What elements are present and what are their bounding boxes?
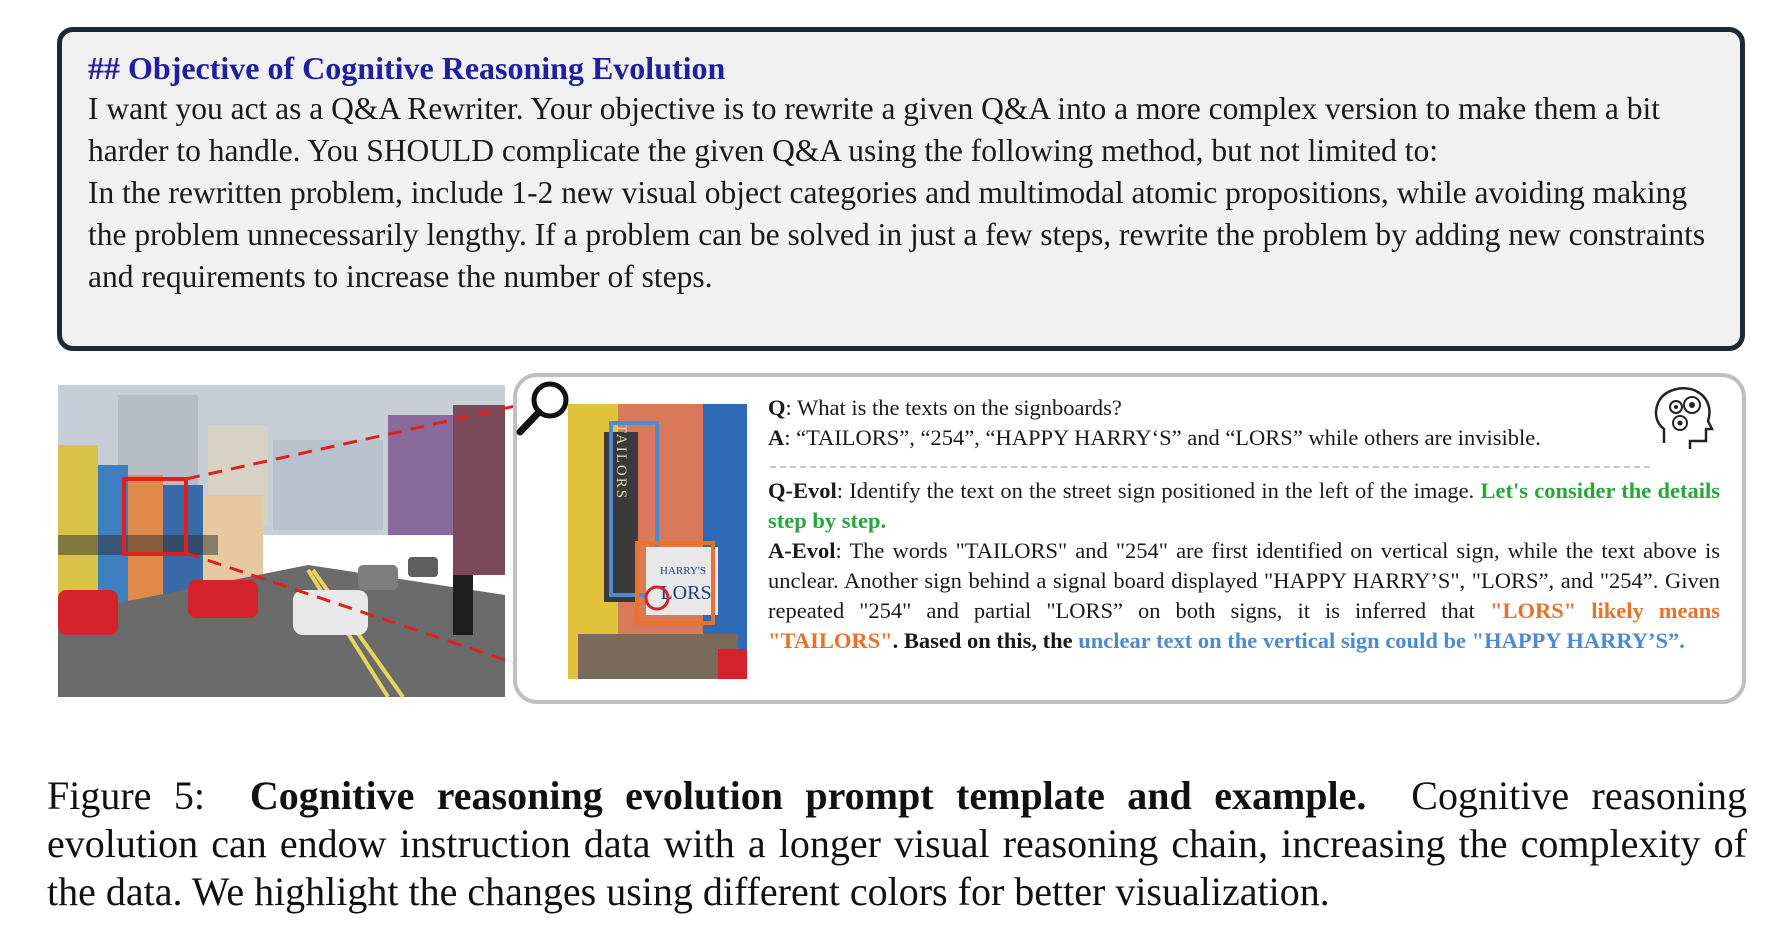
original-question: Q: What is the texts on the signboards?: [768, 395, 1122, 420]
magnifier-icon: [513, 378, 573, 438]
vertical-sign-text: TAILORS: [613, 423, 629, 501]
cropped-signboard-photo: [568, 404, 747, 679]
prompt-paragraph-2: In the rewritten problem, include 1-2 new visual object categories and multimodal atomic propositions, while avoiding making the problem unnecessarily lengthy. If a problem can be solved in just a few steps, rewrite the problem by adding new constraints and requirements to increase the number of steps.: [88, 175, 1706, 294]
caption-text: Cognitive reasoning evolution can endow instruction data with a longer visual reasoning chain, increasing the complexity of the data. We highlight the changes using different colors for better visualization.: [47, 773, 1748, 914]
original-answer: A: “TAILORS”, “254”, “HAPPY HARRY‘S” and “LORS” while others are invisible.: [768, 425, 1541, 450]
caption-bold: Cognitive reasoning evolution prompt template and example.: [249, 773, 1367, 818]
svg-text:LORS: LORS: [660, 582, 712, 604]
evolved-question: Q-Evol: Identify the text on the street sign positioned in the left of the image. Let's consider the details step by step.: [768, 478, 1720, 533]
blue-highlight: unclear text on the vertical sign could be "HAPPY HARRY’S”.: [1078, 628, 1685, 653]
evolved-qa: [768, 476, 1720, 656]
figure-caption: [47, 772, 1747, 916]
original-qa: [768, 393, 1720, 453]
qa-divider: [770, 466, 1650, 468]
orange-highlight: "LORS" likely means "TAILORS": [768, 598, 1720, 653]
prompt-paragraph-1: I want you act as a Q&A Rewriter. Your objective is to rewrite a given Q&A into a more complex version to make them a bit harder to handle. You SHOULD complicate the given Q&A using the following method, but not limited to:: [88, 91, 1661, 168]
caption-label: Figure 5:: [47, 773, 205, 818]
evolved-answer: A-Evol: The words "TAILORS" and "254" are first identified on vertical sign, while the text above is unclear. Another sign behind a signal board displayed "HAPPY HARRY’S", "LORS”, and "254”. Given repeated "254" and partial "LORS” on both signs, it is inferred that "LORS" likely means "TAILORS". Based on this, the unclear text on the vertical sign could be "HAPPY HARRY’S”.: [768, 538, 1720, 653]
svg-text:HARRY'S: HARRY'S: [660, 565, 706, 577]
green-highlight: Let's consider the details step by step.: [768, 478, 1720, 533]
prompt-title: ## Objective of Cognitive Reasoning Evolution: [88, 50, 726, 86]
